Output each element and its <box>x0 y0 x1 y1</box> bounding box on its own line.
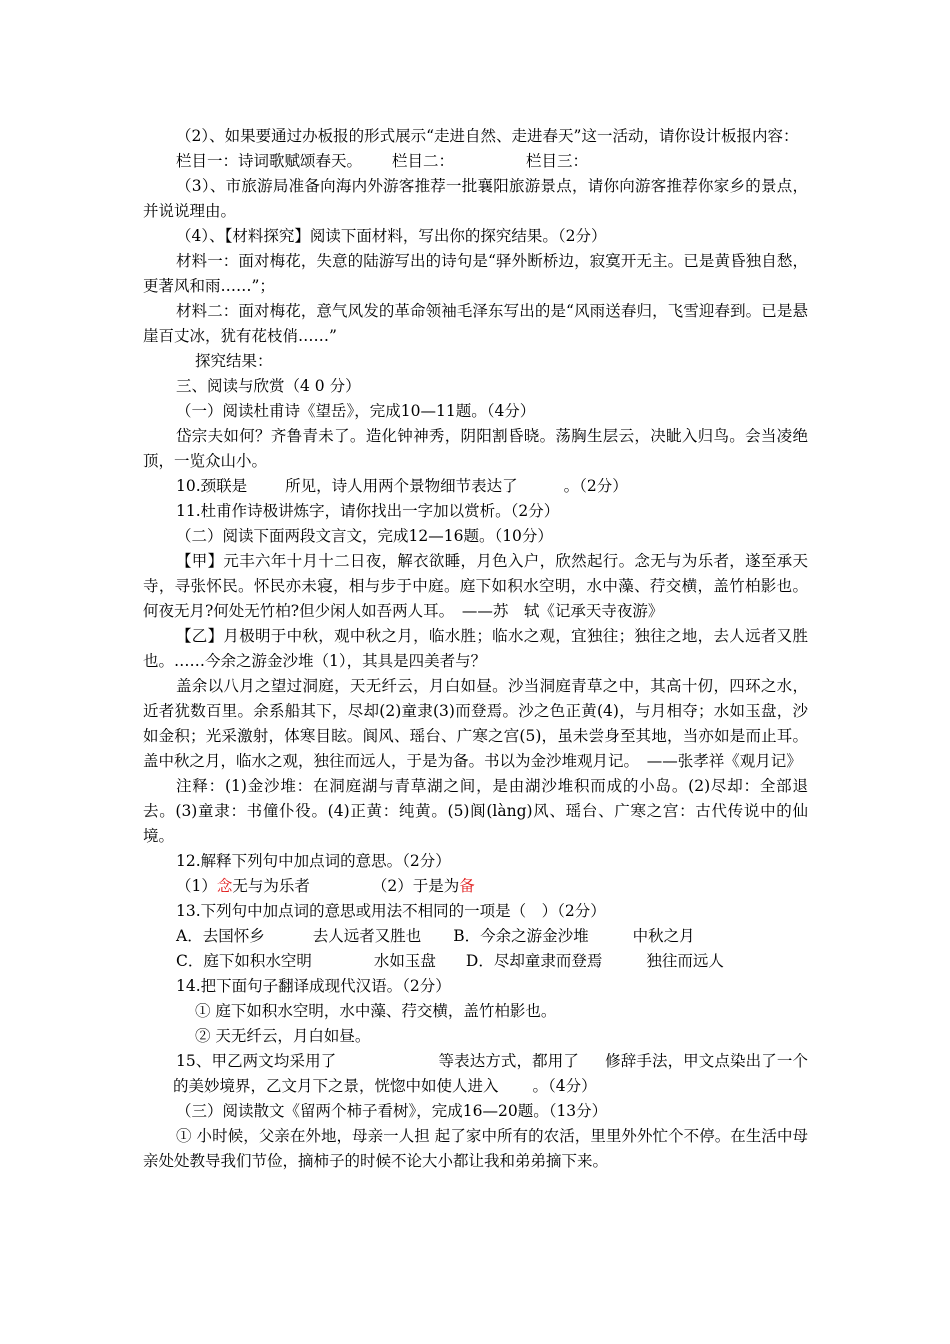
question-11: 11.杜甫作诗极讲炼字，请你找出一字加以赏析。（2分） <box>176 502 560 520</box>
option-c-1: C．庭下如积水空明 <box>176 952 312 970</box>
q12-item1-prefix: （1） <box>176 877 217 895</box>
question-15 <box>143 1049 808 1099</box>
question-13-options-cd <box>143 949 808 974</box>
section-3-heading: 三、阅读与欣赏（4 0 分） <box>176 377 361 395</box>
option-a-1: A．去国怀乡 <box>176 927 265 945</box>
column-one: 栏目一：诗词歌赋颂春天。 <box>176 152 363 170</box>
translate-sentence-2: ② 天无纤云，月白如昼。 <box>195 1027 371 1045</box>
annotations: 注释：(1)金沙堆：在洞庭湖与青草湖之间，是由湖沙堆积而成的小岛。(2)尽却：全部退去。(3)童隶：书僮仆役。(4)正黄：纯黄。(5)阆(làng)风、瑶台、广寒之宫：古代传说中的仙境。 <box>143 777 808 845</box>
question-13-options-ab <box>143 924 808 949</box>
option-b-1: B．今余之游金沙堆 <box>453 927 589 945</box>
question-4-material: （4）、【材料探究】阅读下面材料，写出你的探究结果。（2分） <box>176 227 607 245</box>
column-two: 栏目二： <box>392 152 455 170</box>
passage-yi-intro: 【乙】月极明于中秋，观中秋之月，临水胜；临水之观，宜独往；独往之地，去人远者又胜也。……今余之游金沙堆（1），其具是四美者与？ <box>143 627 808 670</box>
question-12: 12.解释下列句中加点词的意思。（2分） <box>176 852 451 870</box>
question-10-part-b: 所见，诗人用两个景物细节表达了 <box>285 477 518 495</box>
passage-jia: 【甲】元丰六年十月十二日夜，解衣欲睡，月色入户，欣然起行。念无与为乐者，遂至承天寺，寻张怀民。怀民亦未寝，相与步于中庭。庭下如积水空明，水中藻、荇交横，盖竹柏影也。何夜无月?何处无竹柏?但少闲人如吾两人耳。 ——苏 轼《记承天寺夜游》 <box>143 552 808 620</box>
q12-item2-prefix: （2）于是为 <box>371 877 460 895</box>
q15-part-d: 的美妙境界，乙文月下之景，恍惚中如使人进入 <box>173 1077 499 1095</box>
q15-part-a: 15、甲乙两文均采用了 <box>176 1052 337 1070</box>
question-10-part-c: 。（2分） <box>563 477 628 495</box>
q15-part-e: 。（4分） <box>532 1077 597 1095</box>
poem-wangyue: 岱宗夫如何？齐鲁青未了。造化钟神秀，阴阳割昏晓。荡胸生层云，决眦入归鸟。会当凌绝顶，一览众山小。 <box>143 427 808 470</box>
question-13: 13.下列句中加点词的意思或用法不相同的一项是（ ）（2分） <box>176 902 606 920</box>
material-one: 材料一：面对梅花，失意的陆游写出的诗句是“驿外断桥边，寂寞开无主。已是黄昏独自愁，更著风和雨……”； <box>143 252 808 295</box>
option-d-1: D．尽却童隶而登焉 <box>465 952 603 970</box>
essay-paragraph-1: ① 小时候，父亲在外地，母亲一人担 起了家中所有的农活，里里外外忙个不停。在生活中母亲处处教导我们节俭，摘柿子的时候不论大小都让我和弟弟摘下来。 <box>143 1127 808 1170</box>
material-two: 材料二：面对梅花，意气风发的革命领袖毛泽东写出的是“风雨送春归，飞雪迎春到。已是悬崖百丈冰，犹有花枝俏……” <box>143 302 808 345</box>
q12-item1-rest: 无与为乐者 <box>232 877 310 895</box>
option-a-2: 去人远者又胜也 <box>312 927 422 945</box>
part-1-heading: （一）阅读杜甫诗《望岳》，完成10—11题。（4分） <box>176 402 536 420</box>
q12-item1-dotted-word: 念 <box>216 877 233 895</box>
column-three: 栏目三： <box>526 152 589 170</box>
passage-yi-body: 盖余以八月之望过洞庭，天无纤云，月白如昼。沙当洞庭青草之中，其高十仞，四环之水，近者犹数百里。余系船其下，尽却(2)童隶(3)而登焉。沙之色正黄(4)，与月相夺；水如玉盘，沙如金积；光采激射，体寒目眩。阆风、瑶台、广寒之宫(5)，虽未尝身至其地，当亦如是而止耳。盖中秋之月，临水之观，独往而远人，于是为备。书以为金沙堆观月记。 ——张孝祥《观月记》 <box>143 677 808 770</box>
option-c-2: 水如玉盘 <box>373 952 436 970</box>
question-10 <box>143 474 808 499</box>
translate-sentence-1: ① 庭下如积水空明，水中藻、荇交横，盖竹柏影也。 <box>195 1002 557 1020</box>
document-body <box>143 124 808 1174</box>
question-2-blackboard: （2）、如果要通过办板报的形式展示“走进自然、走进春天”这一活动，请你设计板报内容： <box>176 127 799 145</box>
q12-item2-dotted-word: 备 <box>459 877 475 895</box>
inquiry-result-label: 探究结果： <box>195 352 273 370</box>
part-2-heading: （二）阅读下面两段文言文，完成12—16题。（10分） <box>176 527 553 545</box>
question-14: 14.把下面句子翻译成现代汉语。（2分） <box>176 977 451 995</box>
columns-line <box>143 149 808 174</box>
option-d-2: 独往而远人 <box>646 952 724 970</box>
question-10-part-a: 10.颈联是 <box>176 477 248 495</box>
option-b-2: 中秋之月 <box>632 927 695 945</box>
part-3-heading: （三）阅读散文《留两个柿子看树》，完成16—20题。（13分） <box>176 1102 608 1120</box>
q15-part-c: 修辞手法，甲文点染出了一个 <box>605 1052 808 1070</box>
question-3-tourism: （3）、市旅游局准备向海内外游客推荐一批襄阳旅游景点，请你向游客推荐你家乡的景点，并说说理由。 <box>143 177 808 220</box>
question-12-items <box>143 874 808 899</box>
q15-part-b: 等表达方式，都用了 <box>438 1052 579 1070</box>
